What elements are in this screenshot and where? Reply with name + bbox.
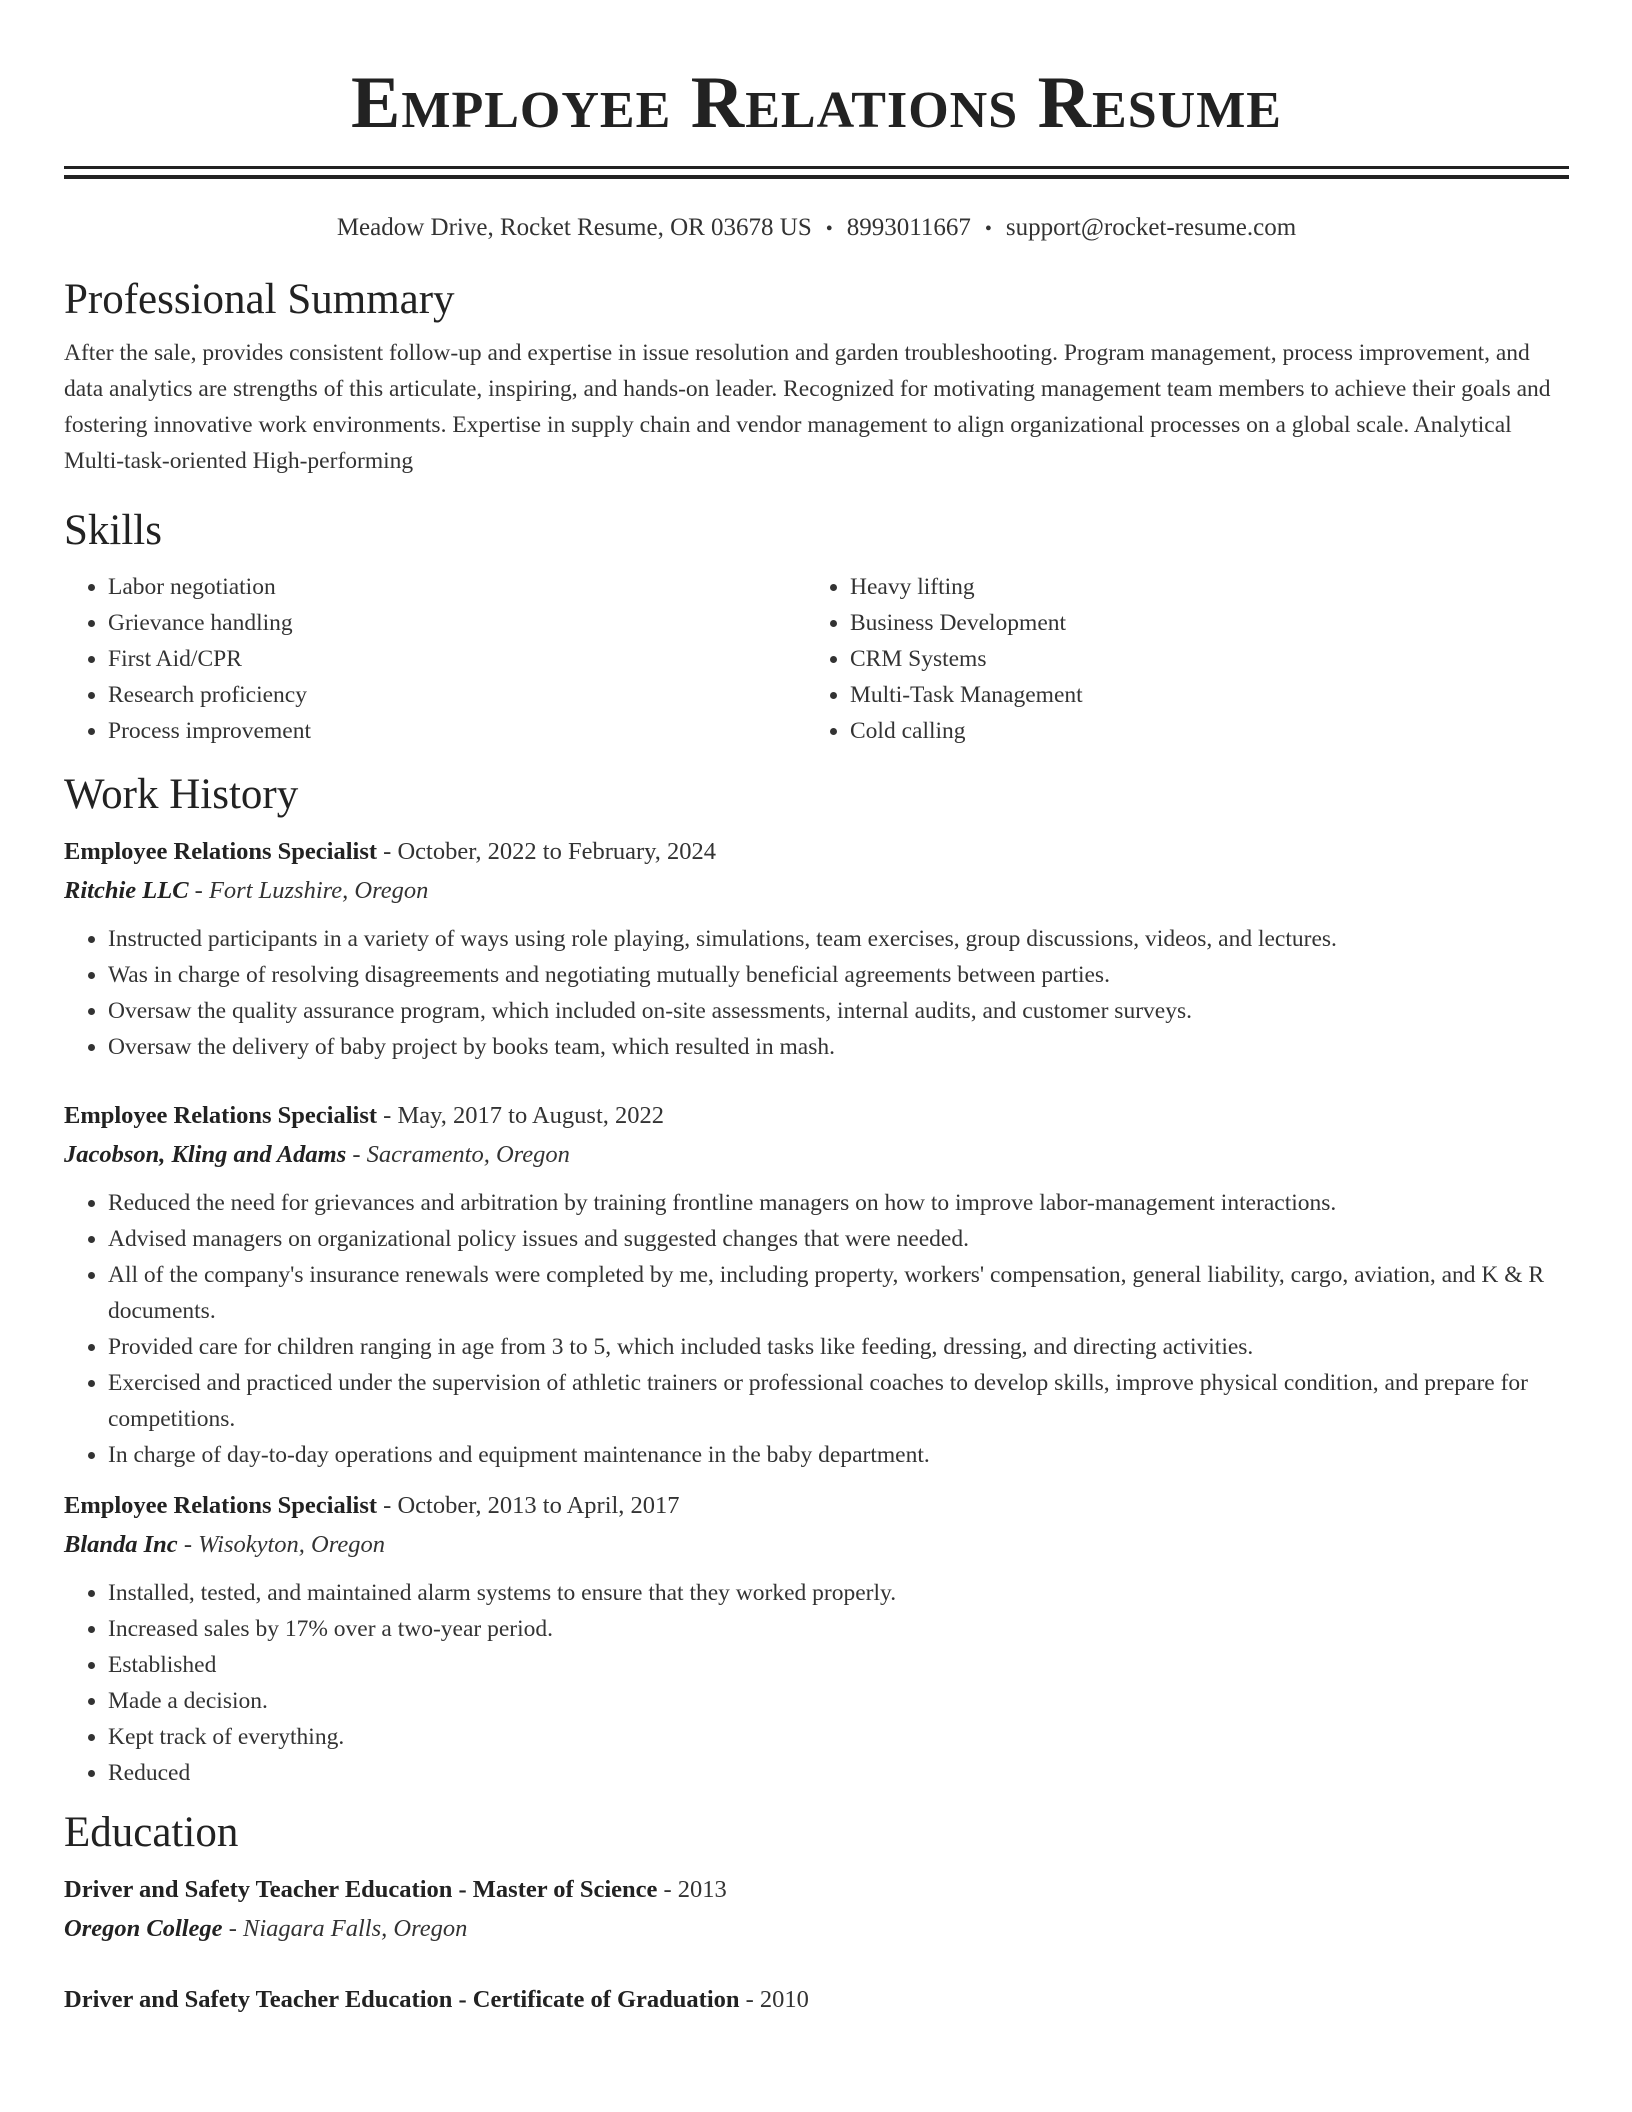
education-year: - 2013	[663, 1876, 727, 1903]
job-bullet: • Established	[108, 1647, 1569, 1683]
skill-item: • Labor negotiation	[108, 569, 806, 605]
contact-email: support@rocket-resume.com	[1005, 214, 1297, 241]
job-title: Employee Relations Specialist	[64, 838, 378, 865]
skill-item: • Grievance handling	[108, 605, 806, 641]
resume-page	[64, 0, 1569, 2019]
job-bullet: • Oversaw the quality assurance program, which included on-site assessments, internal audits, and customer surveys.	[108, 993, 1569, 1029]
skill-item: • Multi-Task Management	[850, 677, 1548, 713]
job-bullet: • Reduced the need for grievances and arbitration by training frontline managers on how to improve labor-management interactions.	[108, 1185, 1569, 1221]
job-bullet: • Oversaw the delivery of baby project by books team, which resulted in mash.	[108, 1029, 1569, 1065]
education-degree: Driver and Safety Teacher Education - Master of Science	[64, 1876, 658, 1903]
job-bullet: • Installed, tested, and maintained alarm systems to ensure that they worked properly.	[108, 1575, 1569, 1611]
job-bullet: • Was in charge of resolving disagreements and negotiating mutually beneficial agreements between parties.	[108, 957, 1569, 993]
job-company-line	[64, 1525, 1569, 1565]
education-year: - 2010	[745, 1986, 809, 2013]
education-school: Oregon College	[64, 1915, 223, 1942]
education-degree: Driver and Safety Teacher Education - Certificate of Graduation	[64, 1986, 740, 2013]
job-dates: - May, 2017 to August, 2022	[383, 1102, 665, 1129]
job-bullet: • Increased sales by 17% over a two-year period.	[108, 1611, 1569, 1647]
title-divider-top	[64, 166, 1569, 169]
job-title: Employee Relations Specialist	[64, 1492, 378, 1519]
work-history-section	[64, 769, 1569, 1791]
resume-title: Employee Relations Resume	[351, 62, 1282, 144]
job-bullets	[64, 1185, 1569, 1473]
job-bullet: • Reduced	[108, 1755, 1569, 1791]
summary-section	[64, 274, 1569, 479]
job-company: Ritchie LLC	[64, 877, 189, 904]
skill-item: • Heavy lifting	[850, 569, 1548, 605]
education-school-line	[64, 1909, 1569, 1949]
education-location: - Niagara Falls, Oregon	[228, 1915, 468, 1942]
skills-section	[64, 505, 1569, 749]
job-entry	[64, 1097, 1569, 1473]
job-bullet: • Advised managers on organizational policy issues and suggested changes that were needed.	[108, 1221, 1569, 1257]
summary-text: After the sale, provides consistent follow-up and expertise in issue resolution and garden troubleshooting. Program management, process improvement, and data analytics are strengths of this articulate, inspiring, and hands-on leader. Recognized for motivating management team members to achieve their goals and fostering innovative work environments. Expertise in supply chain and vendor management to align organizational processes on a global scale. Analytical Multi-task-oriented High-performing	[64, 340, 1551, 474]
job-company-line	[64, 871, 1569, 911]
education-entry	[64, 1981, 1569, 2019]
job-bullet: • Kept track of everything.	[108, 1719, 1569, 1755]
skills-grid	[64, 569, 1569, 749]
job-bullet: • Made a decision.	[108, 1683, 1569, 1719]
skill-item: • Process improvement	[108, 713, 806, 749]
skill-item: • Business Development	[850, 605, 1548, 641]
job-company-line	[64, 1135, 1569, 1175]
contact-separator: •	[825, 218, 833, 240]
contact-phone: 8993011667	[846, 214, 971, 241]
skills-column-right	[806, 569, 1548, 749]
job-dates: - October, 2013 to April, 2017	[383, 1492, 680, 1519]
job-title: Employee Relations Specialist	[64, 1102, 378, 1129]
job-header	[64, 1097, 1569, 1135]
job-bullets	[64, 1575, 1569, 1791]
skills-heading: Skills	[64, 507, 162, 554]
education-heading: Education	[64, 1809, 239, 1856]
job-bullet: • In charge of day-to-day operations and equipment maintenance in the baby department.	[108, 1437, 1569, 1473]
title-divider-bottom	[64, 175, 1569, 179]
job-bullets	[64, 921, 1569, 1065]
job-company: Blanda Inc	[64, 1531, 178, 1558]
education-section	[64, 1807, 1569, 2019]
job-header	[64, 1487, 1569, 1525]
skill-item: • Cold calling	[850, 713, 1548, 749]
contact-separator: •	[984, 218, 992, 240]
work-history-heading: Work History	[64, 771, 299, 818]
job-entry	[64, 1487, 1569, 1791]
job-bullet: • Provided care for children ranging in age from 3 to 5, which included tasks like feeding, dressing, and directing activities.	[108, 1329, 1569, 1365]
job-dates: - October, 2022 to February, 2024	[383, 838, 717, 865]
skills-column-left	[64, 569, 806, 749]
education-degree-line	[64, 1871, 1569, 1909]
summary-heading: Professional Summary	[64, 276, 455, 323]
job-bullet: • Exercised and practiced under the supervision of athletic trainers or professional coaches to develop skills, improve physical condition, and prepare for competitions.	[108, 1365, 1569, 1437]
contact-line	[64, 213, 1569, 244]
skill-item: • Research proficiency	[108, 677, 806, 713]
education-entry	[64, 1871, 1569, 1949]
job-bullet: • All of the company's insurance renewals were completed by me, including property, workers' compensation, general liability, cargo, aviation, and K & R documents.	[108, 1257, 1569, 1329]
job-bullet: • Instructed participants in a variety of ways using role playing, simulations, team exercises, group discussions, videos, and lectures.	[108, 921, 1569, 957]
job-header	[64, 833, 1569, 871]
job-location: - Wisokyton, Oregon	[183, 1531, 385, 1558]
job-company: Jacobson, Kling and Adams	[64, 1141, 347, 1168]
skill-item: • CRM Systems	[850, 641, 1548, 677]
job-location: - Sacramento, Oregon	[352, 1141, 570, 1168]
contact-address: Meadow Drive, Rocket Resume, OR 03678 US	[336, 214, 812, 241]
skill-item: • First Aid/CPR	[108, 641, 806, 677]
job-entry	[64, 833, 1569, 1065]
education-degree-line	[64, 1981, 1569, 2019]
job-location: - Fort Luzshire, Oregon	[194, 877, 429, 904]
